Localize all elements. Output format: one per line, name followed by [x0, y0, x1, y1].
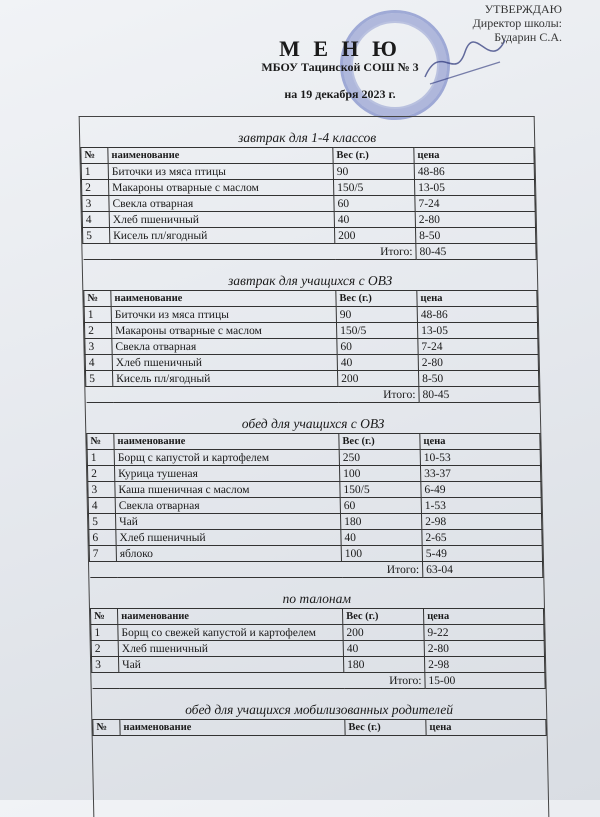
column-header-num: № [81, 148, 108, 164]
total-value: 80-45 [419, 387, 539, 403]
cell-name: Макароны отварные с маслом [111, 323, 336, 339]
cell-price: 13-05 [414, 180, 534, 196]
table-row [82, 196, 535, 212]
approval-title: УТВЕРЖДАЮ [484, 2, 562, 16]
cell-name: Кисель пл/ягодный [109, 228, 334, 244]
column-header-price: цена [423, 609, 543, 625]
column-header-weight: Вес (г.) [333, 148, 414, 164]
menu-sheet [79, 116, 550, 817]
cell-price: 33-37 [420, 466, 540, 482]
section-title: завтрак для 1-4 классов [237, 130, 377, 145]
cell-num: 1 [91, 625, 118, 641]
cell-num: 7 [89, 546, 116, 562]
table-row [91, 657, 544, 673]
column-header-weight: Вес (г.) [345, 720, 426, 736]
cell-weight: 180 [340, 514, 421, 530]
column-header-num: № [87, 434, 114, 450]
cell-name: Биточки из мяса птицы [111, 307, 336, 323]
cell-price: 9-22 [424, 625, 544, 641]
cell-price: 6-49 [421, 482, 541, 498]
cell-name: Биточки из мяса птицы [108, 164, 333, 180]
cell-name: Макароны отварные с маслом [108, 180, 333, 196]
cell-weight: 90 [333, 164, 414, 180]
cell-price: 2-80 [415, 212, 535, 228]
menu-table [92, 719, 546, 736]
table-header-row [90, 609, 543, 625]
column-header-name: наименование [111, 291, 336, 307]
menu-table [83, 290, 539, 403]
cell-price: 7-24 [418, 339, 538, 355]
cell-weight: 40 [341, 530, 422, 546]
table-row [81, 164, 534, 180]
total-value: 63-04 [422, 562, 542, 578]
table-row [88, 514, 541, 530]
table-header-row [84, 291, 537, 307]
cell-weight: 100 [339, 466, 420, 482]
cell-num: 2 [87, 466, 114, 482]
table-row [82, 228, 535, 244]
column-header-price: цена [417, 291, 537, 307]
total-label: Итого: [89, 562, 422, 578]
cell-name: Свекла отварная [109, 196, 334, 212]
school-name: МБОУ Тацинской СОШ № 3 [261, 60, 419, 74]
cell-name: Чай [115, 514, 340, 530]
total-value: 80-45 [416, 244, 536, 260]
cell-num: 4 [82, 212, 109, 228]
page-title: М Е Н Ю [279, 36, 401, 61]
cell-weight: 40 [343, 641, 424, 657]
table-row [85, 355, 538, 371]
cell-num: 2 [84, 323, 111, 339]
column-header-num: № [93, 720, 120, 736]
cell-price: 8-50 [418, 371, 538, 387]
cell-price: 2-65 [422, 530, 542, 546]
cell-name: Чай [118, 657, 343, 673]
cell-weight: 180 [343, 657, 424, 673]
cell-num: 2 [81, 180, 108, 196]
table-row [89, 546, 542, 562]
table-header-row [87, 434, 540, 450]
cell-num: 5 [88, 514, 115, 530]
cell-num: 3 [91, 657, 118, 673]
cell-price: 1-53 [421, 498, 541, 514]
cell-price: 2-98 [421, 514, 541, 530]
column-header-weight: Вес (г.) [339, 434, 420, 450]
cell-name: Хлеб пшеничный [116, 530, 341, 546]
approval-position: Директор школы: [472, 16, 562, 30]
table-row [87, 466, 540, 482]
section-title: обед для учащихся с ОВЗ [241, 416, 385, 431]
menu-date: на 19 декабря 2023 г. [284, 87, 396, 101]
cell-weight: 150/5 [333, 180, 414, 196]
menu-table [80, 147, 536, 260]
cell-weight: 200 [334, 228, 415, 244]
cell-num: 1 [84, 307, 111, 323]
total-row [83, 244, 536, 260]
table-row [88, 498, 541, 514]
cell-num: 3 [82, 196, 109, 212]
table-row [87, 450, 540, 466]
cell-num: 4 [85, 355, 112, 371]
cell-weight: 200 [343, 625, 424, 641]
cell-weight: 100 [341, 546, 422, 562]
total-label: Итого: [83, 244, 416, 260]
cell-name: Хлеб пшеничный [118, 641, 343, 657]
approval-name: Бударин С.А. [494, 30, 562, 44]
cell-name: Борщ с капустой и картофелем [114, 450, 339, 466]
column-header-weight: Вес (г.) [342, 609, 423, 625]
table-row [88, 482, 541, 498]
cell-num: 1 [81, 164, 108, 180]
total-row [89, 562, 542, 578]
cell-price: 7-24 [415, 196, 535, 212]
column-header-name: наименование [108, 148, 333, 164]
table-header-row [81, 148, 534, 164]
cell-weight: 40 [334, 212, 415, 228]
cell-price: 10-53 [420, 450, 540, 466]
cell-price: 48-86 [417, 307, 537, 323]
section-title: по талонам [282, 591, 352, 606]
cell-price: 48-86 [414, 164, 534, 180]
total-row [92, 673, 545, 689]
cell-weight: 200 [337, 371, 418, 387]
cell-weight: 150/5 [340, 482, 421, 498]
table-row [85, 371, 538, 387]
table-row [89, 530, 542, 546]
cell-price: 8-50 [415, 228, 535, 244]
cell-name: Свекла отварная [112, 339, 337, 355]
section-title: завтрак для учащихся с ОВЗ [227, 273, 393, 288]
column-header-num: № [84, 291, 111, 307]
table-row [91, 641, 544, 657]
cell-weight: 250 [339, 450, 420, 466]
cell-name: Хлеб пшеничный [109, 212, 334, 228]
table-row [84, 323, 537, 339]
cell-name: Кисель пл/ягодный [112, 371, 337, 387]
column-header-price: цена [420, 434, 540, 450]
table-row [91, 625, 544, 641]
cell-name: Курица тушеная [114, 466, 339, 482]
column-header-price: цена [414, 148, 534, 164]
cell-num: 5 [82, 228, 109, 244]
table-header-row [93, 720, 546, 736]
column-header-num: № [90, 609, 117, 625]
total-label: Итого: [86, 387, 419, 403]
cell-num: 5 [85, 371, 112, 387]
cell-name: Борщ со свежей капустой и картофелем [118, 625, 343, 641]
total-label: Итого: [92, 673, 425, 689]
cell-num: 3 [85, 339, 112, 355]
cell-price: 2-80 [424, 641, 544, 657]
cell-num: 2 [91, 641, 118, 657]
total-value: 15-00 [425, 673, 545, 689]
cell-name: яблоко [116, 546, 341, 562]
cell-name: Хлеб пшеничный [112, 355, 337, 371]
table-row [81, 180, 534, 196]
cell-price: 2-80 [418, 355, 538, 371]
cell-weight: 60 [337, 339, 418, 355]
table-row [85, 339, 538, 355]
cell-weight: 60 [340, 498, 421, 514]
cell-num: 4 [88, 498, 115, 514]
cell-weight: 40 [337, 355, 418, 371]
total-row [86, 387, 539, 403]
table-row [82, 212, 535, 228]
column-header-name: наименование [120, 720, 345, 736]
menu-table [86, 433, 543, 578]
cell-num: 1 [87, 450, 114, 466]
cell-num: 6 [89, 530, 116, 546]
cell-weight: 60 [334, 196, 415, 212]
menu-heading [250, 36, 430, 102]
approval-block [473, 2, 562, 44]
cell-price: 13-05 [417, 323, 537, 339]
column-header-weight: Вес (г.) [336, 291, 417, 307]
column-header-name: наименование [114, 434, 339, 450]
section-title: обед для учащихся мобилизованных родителей [184, 702, 454, 717]
table-row [84, 307, 537, 323]
column-header-name: наименование [117, 609, 342, 625]
cell-weight: 90 [336, 307, 417, 323]
menu-table [90, 608, 546, 689]
cell-price: 2-98 [424, 657, 544, 673]
cell-name: Свекла отварная [115, 498, 340, 514]
cell-num: 3 [88, 482, 115, 498]
cell-price: 5-49 [422, 546, 542, 562]
column-header-price: цена [426, 720, 546, 736]
cell-weight: 150/5 [336, 323, 417, 339]
cell-name: Каша пшеничная с маслом [115, 482, 340, 498]
